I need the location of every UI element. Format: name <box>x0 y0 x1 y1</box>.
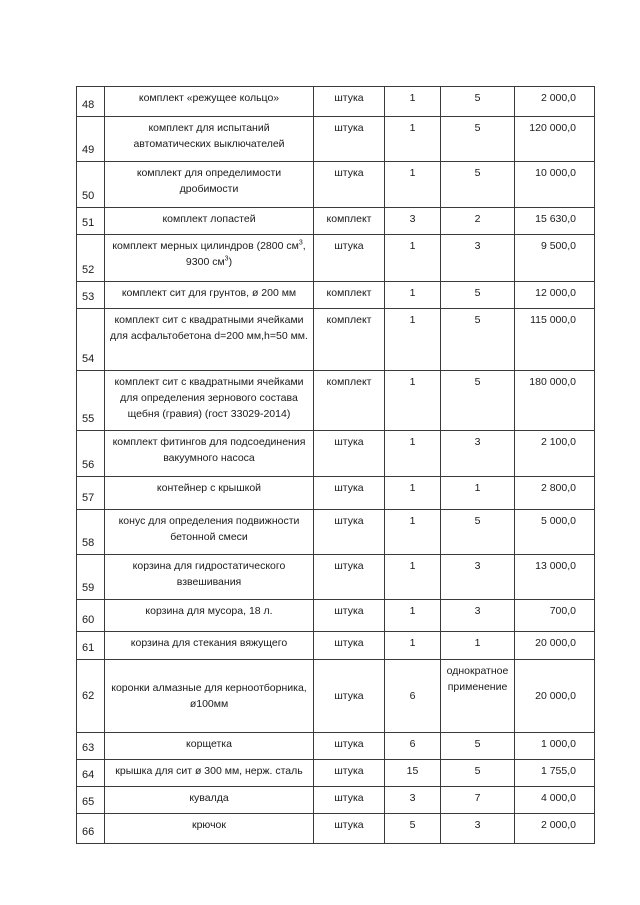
price-cell: 1 755,0 <box>515 760 595 787</box>
price-cell: 120 000,0 <box>515 117 595 162</box>
table-row <box>77 208 595 235</box>
item-name-part: комплект мерных цилиндров (2800 см <box>112 240 299 252</box>
unit-cell: штука <box>314 760 385 787</box>
table-row <box>77 760 595 787</box>
quantity-cell: 1 <box>385 282 441 309</box>
item-name: корзина для мусора, 18 л. <box>105 600 314 632</box>
equipment-table <box>76 86 595 844</box>
service-life-cell: 5 <box>441 87 515 117</box>
service-life-cell: 1 <box>441 632 515 660</box>
quantity-cell: 6 <box>385 733 441 760</box>
quantity-cell: 1 <box>385 235 441 282</box>
service-life-cell: 2 <box>441 208 515 235</box>
row-number: 48 <box>77 87 105 117</box>
service-life-cell: 5 <box>441 162 515 208</box>
table-row <box>77 733 595 760</box>
unit-cell: комплект <box>314 208 385 235</box>
unit-cell: штука <box>314 787 385 814</box>
table-row <box>77 600 595 632</box>
item-name: комплект сит с квадратными ячейками для асфальтобетона d=200 мм,h=50 мм. <box>105 309 314 371</box>
row-number: 50 <box>77 162 105 208</box>
service-life-cell: 5 <box>441 282 515 309</box>
row-number: 59 <box>77 555 105 600</box>
item-name: комплект для испытаний автоматических выключателей <box>105 117 314 162</box>
price-cell: 2 000,0 <box>515 87 595 117</box>
price-cell: 2 800,0 <box>515 477 595 510</box>
item-name: контейнер с крышкой <box>105 477 314 510</box>
row-number: 61 <box>77 632 105 660</box>
unit-cell: штука <box>314 600 385 632</box>
superscript-three: 3 <box>298 239 303 247</box>
service-life-cell: однократное применение <box>441 660 515 733</box>
price-cell: 1 000,0 <box>515 733 595 760</box>
quantity-cell: 15 <box>385 760 441 787</box>
item-name: корзина для гидростатического взвешивания <box>105 555 314 600</box>
unit-cell: комплект <box>314 371 385 431</box>
table-row <box>77 371 595 431</box>
unit-cell: штука <box>314 555 385 600</box>
quantity-cell: 1 <box>385 632 441 660</box>
price-cell: 700,0 <box>515 600 595 632</box>
unit-cell: штука <box>314 733 385 760</box>
price-cell: 115 000,0 <box>515 309 595 371</box>
service-life-cell: 5 <box>441 510 515 555</box>
price-cell: 12 000,0 <box>515 282 595 309</box>
item-name: конус для определения подвижности бетонной смеси <box>105 510 314 555</box>
row-number: 58 <box>77 510 105 555</box>
item-name: крючок <box>105 814 314 844</box>
table-row <box>77 309 595 371</box>
unit-cell: штука <box>314 87 385 117</box>
item-name <box>105 235 314 282</box>
row-number: 57 <box>77 477 105 510</box>
row-number: 49 <box>77 117 105 162</box>
price-cell: 10 000,0 <box>515 162 595 208</box>
row-number: 60 <box>77 600 105 632</box>
unit-cell: штука <box>314 660 385 733</box>
unit-cell: штука <box>314 431 385 477</box>
price-cell: 20 000,0 <box>515 632 595 660</box>
quantity-cell: 1 <box>385 600 441 632</box>
superscript-three: 3 <box>224 255 229 263</box>
table-row <box>77 555 595 600</box>
item-name: коронки алмазные для керноотборника, ø100мм <box>105 660 314 733</box>
row-number: 53 <box>77 282 105 309</box>
item-name-part: ) <box>228 256 233 268</box>
item-name: комплект сит для грунтов, ø 200 мм <box>105 282 314 309</box>
table-row <box>77 235 595 282</box>
row-number: 64 <box>77 760 105 787</box>
item-name: крышка для сит ø 300 мм, нерж. сталь <box>105 760 314 787</box>
price-cell: 2 100,0 <box>515 431 595 477</box>
price-cell: 20 000,0 <box>515 660 595 733</box>
unit-cell: штука <box>314 162 385 208</box>
row-number: 62 <box>77 660 105 733</box>
quantity-cell: 1 <box>385 477 441 510</box>
unit-cell: штука <box>314 235 385 282</box>
price-cell: 15 630,0 <box>515 208 595 235</box>
table-row <box>77 117 595 162</box>
quantity-cell: 1 <box>385 87 441 117</box>
quantity-cell: 1 <box>385 162 441 208</box>
table-row <box>77 87 595 117</box>
item-name: комплект для определимости дробимости <box>105 162 314 208</box>
unit-cell: штука <box>314 510 385 555</box>
quantity-cell: 1 <box>385 510 441 555</box>
service-life-cell: 5 <box>441 733 515 760</box>
service-life-cell: 5 <box>441 371 515 431</box>
service-life-cell: 7 <box>441 787 515 814</box>
service-life-cell: 3 <box>441 431 515 477</box>
price-cell: 4 000,0 <box>515 787 595 814</box>
unit-cell: штука <box>314 632 385 660</box>
table-row <box>77 510 595 555</box>
quantity-cell: 5 <box>385 814 441 844</box>
service-life-cell: 5 <box>441 117 515 162</box>
service-life-cell: 3 <box>441 235 515 282</box>
quantity-cell: 3 <box>385 208 441 235</box>
table-row <box>77 477 595 510</box>
row-number: 65 <box>77 787 105 814</box>
table-row <box>77 282 595 309</box>
item-name: комплект лопастей <box>105 208 314 235</box>
table-row <box>77 162 595 208</box>
unit-cell: комплект <box>314 309 385 371</box>
row-number: 55 <box>77 371 105 431</box>
price-cell: 2 000,0 <box>515 814 595 844</box>
row-number: 63 <box>77 733 105 760</box>
unit-cell: штука <box>314 477 385 510</box>
table-row <box>77 632 595 660</box>
price-cell: 9 500,0 <box>515 235 595 282</box>
row-number: 52 <box>77 235 105 282</box>
price-cell: 5 000,0 <box>515 510 595 555</box>
service-life-cell: 1 <box>441 477 515 510</box>
table-row <box>77 660 595 733</box>
quantity-cell: 1 <box>385 117 441 162</box>
price-cell: 13 000,0 <box>515 555 595 600</box>
row-number: 54 <box>77 309 105 371</box>
unit-cell: штука <box>314 117 385 162</box>
price-cell: 180 000,0 <box>515 371 595 431</box>
table-row <box>77 814 595 844</box>
item-name: кувалда <box>105 787 314 814</box>
quantity-cell: 1 <box>385 371 441 431</box>
item-name: комплект сит с квадратными ячейками для определения зернового состава щебня (гравия) (гост 33029-2014) <box>105 371 314 431</box>
quantity-cell: 1 <box>385 309 441 371</box>
quantity-cell: 1 <box>385 555 441 600</box>
quantity-cell: 3 <box>385 787 441 814</box>
row-number: 66 <box>77 814 105 844</box>
item-name: корщетка <box>105 733 314 760</box>
service-life-cell: 5 <box>441 760 515 787</box>
item-name: комплект «режущее кольцо» <box>105 87 314 117</box>
item-name-part: , 9300 см <box>185 240 306 268</box>
unit-cell: штука <box>314 814 385 844</box>
row-number: 51 <box>77 208 105 235</box>
quantity-cell: 1 <box>385 431 441 477</box>
service-life-cell: 3 <box>441 814 515 844</box>
table-row <box>77 787 595 814</box>
service-life-cell: 5 <box>441 309 515 371</box>
service-life-cell: 3 <box>441 555 515 600</box>
unit-cell: комплект <box>314 282 385 309</box>
service-life-cell: 3 <box>441 600 515 632</box>
table-row <box>77 431 595 477</box>
item-name: комплект фитингов для подсоединения вакуумного насоса <box>105 431 314 477</box>
row-number: 56 <box>77 431 105 477</box>
quantity-cell: 6 <box>385 660 441 733</box>
item-name: корзина для стекания вяжущего <box>105 632 314 660</box>
